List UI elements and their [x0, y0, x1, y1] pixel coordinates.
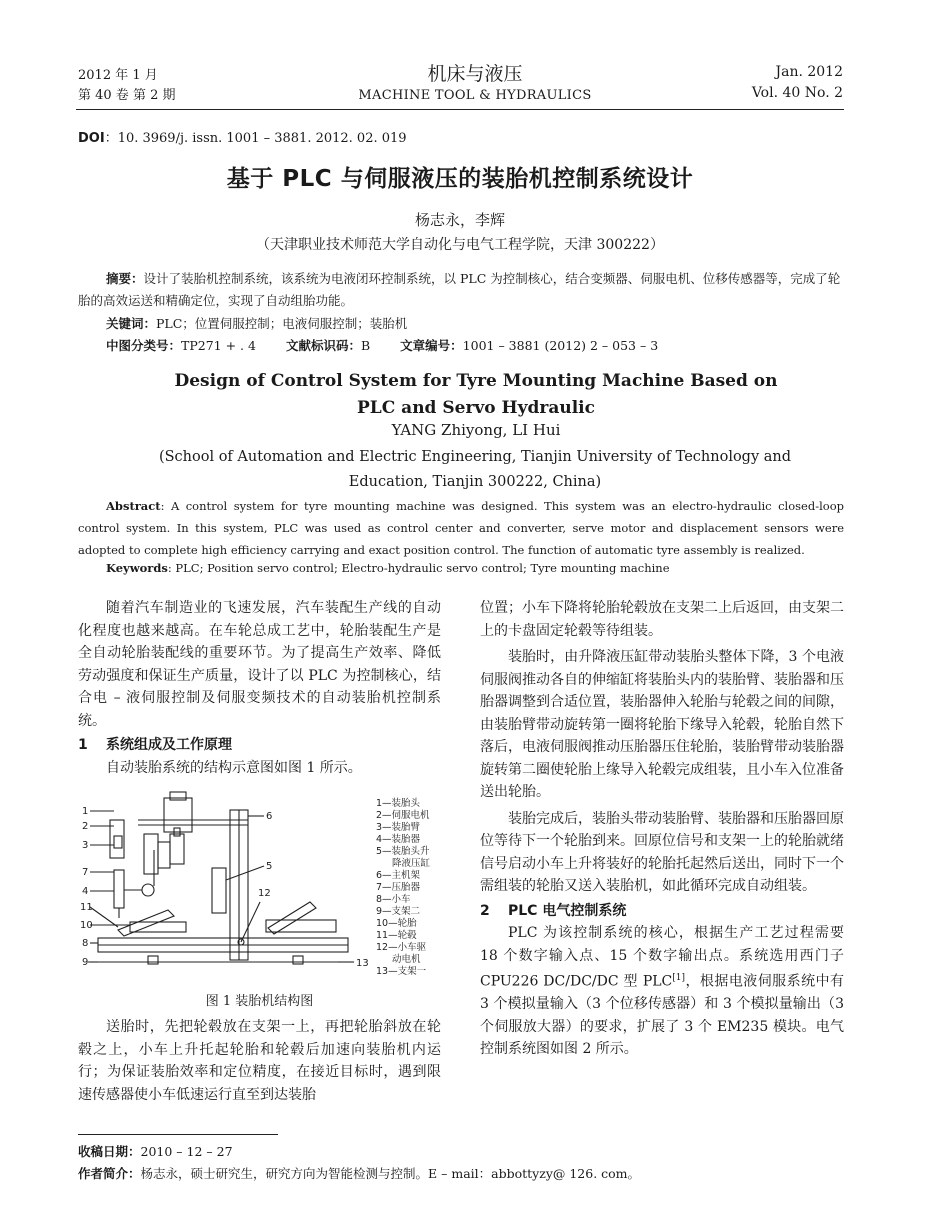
left-column-top — [78, 597, 441, 779]
section-1-heading — [78, 734, 441, 757]
legend-5: 5—装胎头升 — [376, 846, 430, 857]
hub-right — [266, 920, 336, 932]
abstract-cn — [78, 268, 844, 312]
reference-1[interactable]: [1] — [672, 973, 685, 983]
callout-13: 13 — [356, 958, 369, 969]
legend-7: 7—压胎器 — [376, 882, 421, 893]
figure-1-diagram — [78, 790, 443, 985]
press-wheel — [142, 884, 154, 896]
callout-1: 1 — [82, 806, 89, 817]
abstract-en-text: : A control system for tyre mounting machine was designed. This system was an electro-hydraulic closed-loop control system. In this system, PLC was used as control center and converter, serve motor and displacement sensors were adopted to complete high efficiency carrying and exact position control. The function of automatic tyre assembly is realized. — [78, 499, 844, 557]
keywords-en-label: Keywords — [106, 561, 168, 575]
authors-cn: 杨志永，李辉 — [414, 211, 505, 229]
legend-13: 13—支架一 — [376, 966, 427, 977]
callout-4: 4 — [82, 886, 89, 897]
legend-1: 1—装胎头 — [376, 798, 421, 809]
figure-1-caption: 图 1 装胎机结构图 — [205, 994, 314, 1009]
callout-2: 2 — [82, 821, 89, 832]
doi-value: ：10. 3969/j. issn. 1001 – 3881. 2012. 02. 019 — [104, 131, 407, 146]
legend-8: 8—小车 — [376, 894, 411, 905]
keywords-en — [106, 561, 670, 575]
legend-4: 4—装胎器 — [376, 834, 421, 845]
title-en — [76, 368, 876, 422]
stand-right — [293, 956, 303, 964]
tyre-head-inner — [114, 836, 122, 848]
press-shape — [114, 870, 124, 908]
abstract-cn-text: 设计了装胎机控制系统，该系统为电液闭环控制系统，以 PLC 为控制核心，结合变频器、伺服电机、位移传感器等，完成了轮胎的高效运送和精确定位，实现了自动组胎功能。 — [78, 271, 841, 308]
legend-3: 3—装胎臂 — [376, 822, 421, 833]
section-1-title: 系统组成及工作原理 — [106, 737, 232, 753]
leader-5 — [226, 866, 264, 880]
header-rule — [76, 109, 844, 110]
clc-value: TP271 + . 4 — [181, 338, 256, 353]
doi-label: DOI — [78, 131, 105, 146]
header-center — [300, 62, 650, 106]
figure-intro-paragraph: 自动装胎系统的结构示意图如图 1 所示。 — [106, 759, 362, 776]
right-column — [480, 597, 844, 1061]
journal-name-cn: 机床与液压 — [427, 63, 523, 85]
plc-paragraph-text-2: ，根据电液伺服系统中有 3 个模拟量输入（3 个位移传感器）和 3 个模拟量输出（3 个伺服放大器）的要求，扩展了 3 个 EM235 模块。电气控制系统图如图 2 所示。 — [480, 973, 844, 1058]
keywords-cn-text: PLC；位置伺服控制；电液伺服控制；装胎机 — [156, 316, 408, 331]
article-no-value: 1001 – 3881 (2012) 2 – 053 – 3 — [462, 338, 659, 353]
leader-11 — [90, 907, 118, 927]
callout-7: 7 — [82, 867, 89, 878]
stand-left — [148, 956, 158, 964]
mounting-paragraph: 装胎时，由升降液压缸带动装胎头整体下降，3 个电液伺服阀推动各自的伸缩缸将装胎头内的装胎臂、装胎器和压胎器调整到合适位置，装胎器伸入轮胎与轮毂之间的间隙，由装胎臂带动旋转第一圈将轮胎下缘导入轮毂，轮胎自然下落后，电液伺服阀推动压胎器压住轮胎，装胎臂带动装胎器旋转第二圈使轮胎上缘导入轮毂完成组装，且小车入位准备送出轮胎。 — [480, 649, 844, 800]
legend-9: 9—支架二 — [376, 906, 421, 917]
affiliation-en: (School of Automation and Electric Engineering, Tianjin University of Technology and Education, Tianjin 300222, China) — [158, 449, 792, 490]
tyre-mounter-shape — [158, 842, 170, 868]
servo-motor-cap — [170, 792, 186, 800]
position-paragraph: 位置；小车下降将轮胎轮毂放在支架二上后返回，由支架二上的卡盘固定轮毂等待组装。 — [480, 600, 844, 639]
callout-5: 5 — [266, 861, 273, 872]
legend-10: 10—轮胎 — [376, 918, 417, 929]
article-no-label: 文章编号： — [400, 338, 463, 353]
callout-3: 3 — [82, 840, 89, 851]
callout-11: 11 — [80, 902, 93, 913]
doc-code-value: B — [360, 338, 371, 353]
header-right — [752, 62, 843, 104]
received-date — [78, 1141, 233, 1163]
issue-date-en: Jan. 2012 — [775, 64, 843, 80]
return-paragraph: 装胎完成后，装胎头带动装胎臂、装胎器和压胎器回原位等待下一个轮胎到来。回原位信号和支架一上的轮胎就绪信号启动小车上升将装好的轮胎托起然后送出，同时下一个需组装的轮胎又送入装胎机，如此循环完成自动组装。 — [480, 810, 844, 894]
callout-12: 12 — [258, 888, 271, 899]
keywords-cn-label: 关键词： — [106, 316, 157, 331]
left-column-bottom — [78, 1016, 441, 1106]
bio-label: 作者简介： — [78, 1166, 141, 1181]
title-en-line2: PLC and Servo Hydraulic — [357, 398, 595, 418]
clc-label: 中图分类号： — [106, 338, 182, 353]
volume-en: Vol. 40 No. 2 — [751, 85, 843, 101]
callout-9: 9 — [82, 957, 89, 968]
callout-6: 6 — [266, 811, 273, 822]
affiliation-cn: （天津职业技术师范大学自动化与电气工程学院，天津 300222） — [256, 237, 664, 253]
bio-text: 杨志永，硕士研究生，研究方向为智能检测与控制。E – mail：abbottyzy@ 126. com。 — [140, 1166, 641, 1181]
legend-6: 6—主机架 — [376, 870, 421, 881]
tyre-arm-shape-2 — [170, 834, 184, 864]
delivery-paragraph: 送胎时，先把轮毂放在支架一上，再把轮胎斜放在轮毂之上，小车上升托起轮胎和轮毂后加速向装胎机内运行；为保证装胎效率和定位精度，在接近目标时，遇到限速传感器使小车低速运行直至到达装胎 — [78, 1019, 441, 1103]
section-2-number: 2 — [480, 902, 490, 919]
callout-12-line — [241, 902, 260, 942]
header-left — [78, 66, 175, 106]
keywords-en-text: : PLC; Position servo control; Electro-hydraulic servo control; Tyre mounting machine — [167, 561, 670, 575]
received-value: 2010 – 12 – 27 — [140, 1144, 233, 1159]
tyre-right — [268, 902, 316, 934]
authors-en: YANG Zhiyong, LI Hui — [391, 421, 561, 439]
callout-10: 10 — [80, 920, 93, 931]
keywords-cn — [106, 314, 407, 332]
legend-11: 11—轮毂 — [376, 930, 417, 941]
volume-cn: 第 40 卷 第 2 期 — [78, 88, 176, 103]
author-bio — [78, 1163, 640, 1185]
legend-12b: 动电机 — [392, 954, 421, 965]
abstract-en-label: Abstract — [106, 499, 161, 513]
section-1-number: 1 — [78, 737, 88, 753]
servo-motor-shape — [164, 798, 192, 832]
section-2-title: PLC 电气控制系统 — [508, 902, 627, 919]
title-cn: 基于 PLC 与伺服液压的装胎机控制系统设计 — [226, 166, 694, 192]
journal-name-en: MACHINE TOOL & HYDRAULICS — [358, 88, 592, 103]
legend-5b: 降液压缸 — [392, 858, 431, 869]
classification-line — [106, 336, 658, 354]
title-en-line1: Design of Control System for Tyre Mounting Machine Based on — [174, 371, 778, 391]
legend-12: 12—小车驱 — [376, 942, 427, 953]
tyre-arm-shape — [144, 834, 158, 874]
plc-paragraph-text: PLC 为该控制系统的核心，根据生产工艺过程需要 18 个数字输入点、15 个数字输出点。系统选用西门子 CPU226 DC/DC/DC 型 PLC — [480, 925, 844, 990]
footnote-rule — [78, 1134, 278, 1135]
intro-paragraph: 随着汽车制造业的飞速发展，汽车装配生产线的自动化程度也越来越高。在车轮总成工艺中，轮胎装配生产是全自动轮胎装配线的重要环节。为了提高生产效率、降低劳动强度和保证生产质量，设计了以 PLC 为控制核心，结合电 – 液伺服控制及伺服变频技术的自动装胎机控制系统。 — [78, 600, 441, 729]
lift-cylinder-shape — [212, 868, 226, 913]
abstract-en — [78, 495, 844, 561]
legend-2: 2—伺服电机 — [376, 810, 430, 821]
doc-code-label: 文献标识码： — [285, 338, 361, 353]
callout-8: 8 — [82, 938, 89, 949]
abstract-cn-label: 摘要： — [106, 271, 144, 286]
issue-date-cn: 2012 年 1 月 — [78, 68, 158, 83]
section-2-heading — [480, 900, 844, 923]
doi-line — [78, 127, 407, 146]
received-label: 收稿日期： — [78, 1144, 141, 1159]
plc-paragraph — [480, 922, 844, 1061]
